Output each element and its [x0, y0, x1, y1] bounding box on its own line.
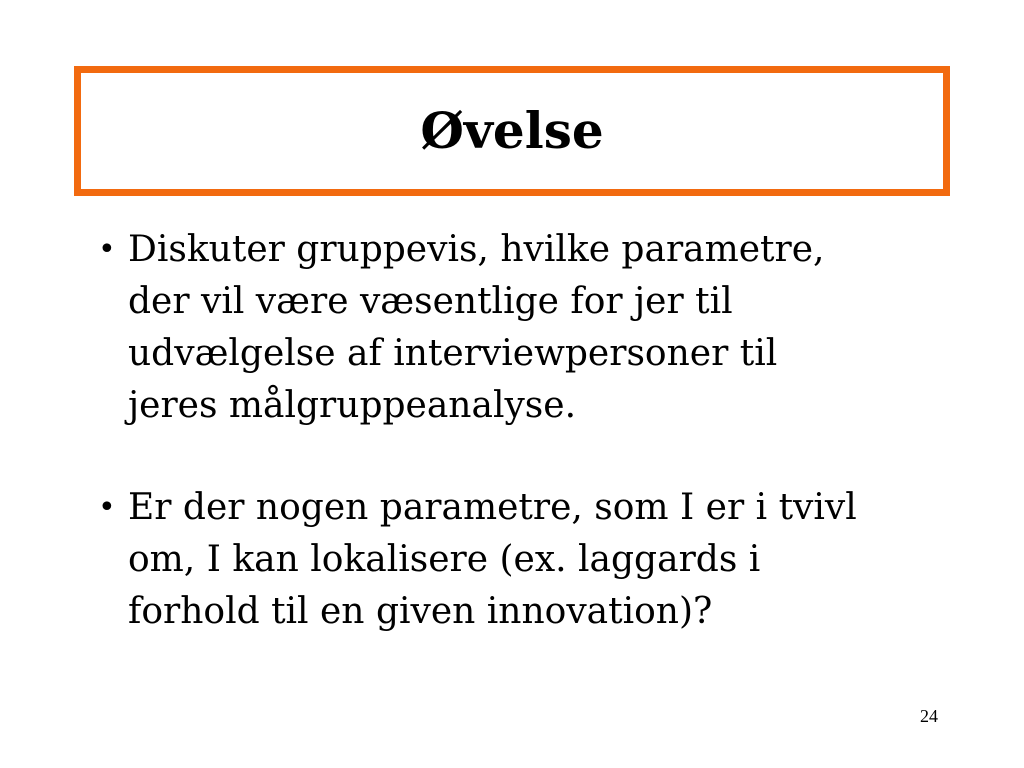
bullet-item	[92, 482, 952, 638]
bullet-item	[92, 224, 952, 432]
bullet-line: Diskuter gruppevis, hvilke parametre,	[128, 229, 825, 270]
bullet-line: forhold til en given innovation)?	[128, 591, 713, 632]
bullet-line: Er der nogen parametre, som I er i tvivl	[128, 487, 857, 528]
title-box	[74, 66, 950, 196]
bullet-line: om, I kan lokalisere (ex. laggards i	[128, 539, 761, 580]
bullet-line: jeres målgruppeanalyse.	[128, 385, 577, 426]
bullet-line: udvælgelse af interviewpersoner til	[128, 333, 778, 374]
bullet-dot-icon: •	[98, 490, 116, 525]
slide-title: Øvelse	[420, 101, 604, 160]
bullet-dot-icon: •	[98, 232, 116, 267]
page-number: 24	[920, 706, 938, 726]
bullet-line: der vil være væsentlige for jer til	[128, 281, 733, 322]
bullet-list	[92, 224, 952, 638]
